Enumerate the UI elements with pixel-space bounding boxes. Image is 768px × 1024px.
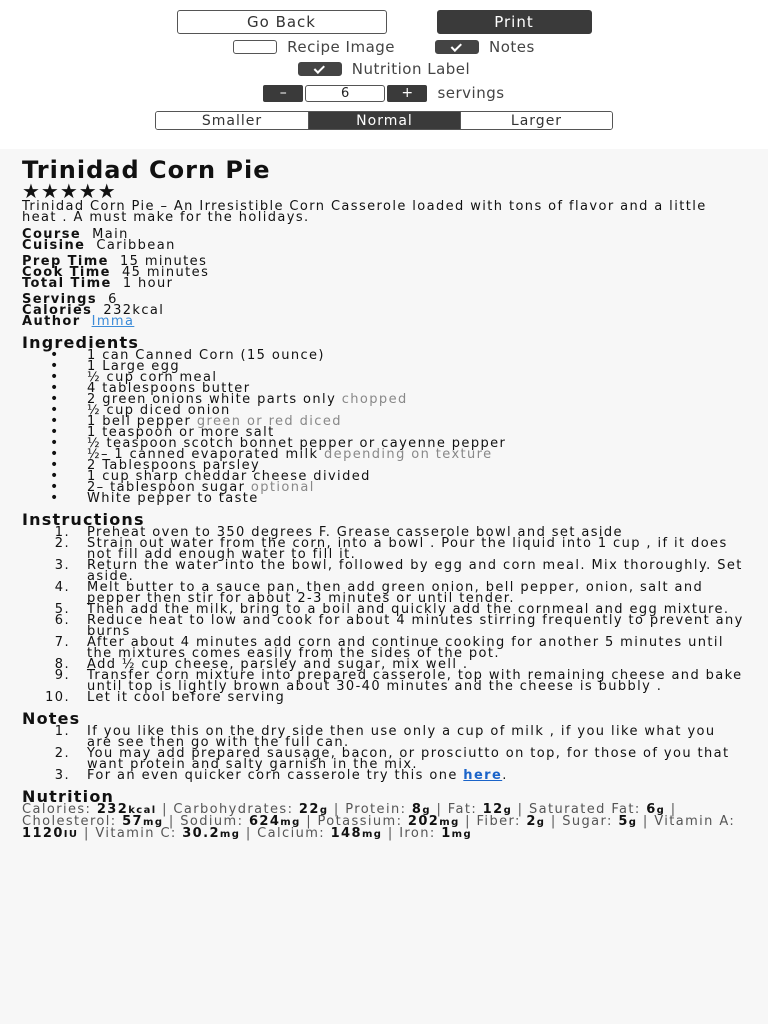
text-size-group (155, 111, 613, 130)
nutrition-item: Fiber: 2g (476, 814, 546, 829)
nutrition-item: Iron: 1mg (399, 826, 473, 841)
print-button[interactable]: Print (437, 10, 592, 34)
instruction-step: 10. Let it cool before serving (45, 690, 286, 705)
cuisine-value: Caribbean (96, 238, 176, 253)
author-link[interactable]: Imma (91, 314, 135, 329)
nutrition-item: Calcium: 148mg (257, 826, 383, 841)
cuisine-line (22, 240, 746, 251)
nutrition-item: Saturated Fat: 6g (529, 802, 666, 817)
notes-label: Notes (489, 38, 535, 56)
ingredient-item: • 1 teaspoon or more salt (50, 427, 746, 438)
total-time-value: 1 hour (122, 276, 174, 291)
nutrition-heading: Nutrition (22, 787, 115, 806)
instruction-step: 9. Transfer corn mixture into prepared casserole, top with remaining cheese and bake until top is lightly brown about 30-40 minutes and the cheese is bubbly . (54, 668, 743, 694)
recipe-image-label: Recipe Image (287, 38, 396, 56)
toggle-row-2 (0, 60, 768, 78)
recipe-card (0, 149, 768, 1024)
go-back-button[interactable]: Go Back (177, 10, 387, 34)
instructions-heading: Instructions (22, 510, 145, 529)
nutrition-item: Protein: 8g (345, 802, 431, 817)
instruction-step: 5. Then add the milk, bring to a boil and quickly add the cornmeal and egg mixture. (54, 602, 730, 617)
recipe-title: Trinidad Corn Pie (22, 156, 271, 184)
ingredient-item: • White pepper to taste (50, 493, 746, 504)
note-item: 2. You may add prepared sausage, bacon, or prosciutto on top, for those of you that want protein and salty garnish in the mix. (54, 746, 730, 772)
calories-value: 232kcal (103, 303, 165, 318)
ingredient-item: • 1 Large egg (50, 361, 746, 372)
total-time-line (22, 278, 746, 289)
toggle-row-1 (0, 38, 768, 56)
cook-time-label: Cook Time (22, 265, 111, 280)
nutrition-item: Vitamin C: 30.2mg (95, 826, 241, 841)
notes-heading: Notes (22, 709, 81, 728)
nutrition-item: Vitamin A: 1120IU (22, 814, 736, 841)
instruction-step: 8. Add ½ cup cheese, parsley and sugar, mix well . (54, 657, 469, 672)
instructions-list (26, 527, 746, 703)
increase-servings-button[interactable]: + (387, 85, 427, 102)
recipe-image-checkbox[interactable] (233, 40, 277, 54)
servings-adjuster (0, 84, 768, 102)
instruction-step: 7. After about 4 minutes add corn and continue cooking for another 5 minutes until the mixtures comes easily from the sides of the pot. (54, 635, 724, 661)
notes-checkbox[interactable] (435, 40, 479, 54)
instruction-step: 3. Return the water into the bowl, followed by egg and corn meal. Mix thoroughly. Set aside. (54, 558, 743, 584)
nutrition-item: Potassium: 202mg (317, 814, 460, 829)
size-normal-button[interactable]: Normal (308, 112, 460, 129)
size-smaller-button[interactable]: Smaller (156, 112, 308, 129)
ingredient-item: • 2– tablespoon sugar optional (50, 482, 746, 493)
instruction-step: 2. Strain out water from the corn, into a bowl . Pour the liquid into 1 cup , if it does not fill add enough water to fill it. (54, 536, 728, 562)
instruction-step: 6. Reduce heat to low and cook for about 4 minutes stirring frequently to prevent any burns (54, 613, 744, 639)
ingredient-item: • ½ cup corn meal (50, 372, 746, 383)
total-time-label: Total Time (22, 276, 112, 291)
author-line (22, 316, 746, 327)
ingredient-item: • 2 green onions white parts only chopped (50, 394, 746, 405)
ingredient-item: • ½ cup diced onion (50, 405, 746, 416)
ingredient-item: • ½– 1 canned evaporated milk depending on texture (50, 449, 746, 460)
nutrition-item: Cholesterol: 57mg (22, 814, 164, 829)
instruction-step: 1. Preheat oven to 350 degrees F. Grease casserole bowl and set aside (54, 525, 623, 540)
action-buttons (0, 10, 768, 34)
note-item: 3. For an even quicker corn casserole try this one here. (54, 768, 508, 783)
notes-toggle[interactable] (435, 38, 535, 56)
prep-time-label: Prep Time (22, 254, 109, 269)
nutrition-item: Carbohydrates: 22g (173, 802, 329, 817)
recipe-image-toggle[interactable] (233, 38, 395, 56)
course-value: Main (92, 227, 129, 242)
prep-time-value: 15 minutes (119, 254, 208, 269)
ingredient-item: • 4 tablespoons butter (50, 383, 746, 394)
note-item: 1. If you like this on the dry side then use only a cup of milk , if you like what you are see then go with the full can. (54, 724, 716, 750)
author-label: Author (22, 314, 81, 329)
ingredient-item: • 1 cup sharp cheddar cheese divided (50, 471, 746, 482)
ingredient-item: • 1 can Canned Corn (15 ounce) (50, 350, 746, 361)
calories-label: Calories (22, 303, 93, 318)
recipe-summary: Trinidad Corn Pie – An Irresistible Corn Casserole loaded with tons of flavor and a little heat . A must make for the holidays. (22, 199, 707, 225)
nutrition-item: Sugar: 5g (562, 814, 638, 829)
notes-list (26, 726, 746, 781)
nutrition-label-text: Nutrition Label (351, 60, 471, 78)
servings-unit-label: servings (437, 84, 505, 102)
print-controls (0, 0, 768, 145)
here-link[interactable]: here (463, 768, 503, 783)
rating-stars: ★★★★★ (22, 179, 117, 203)
text-size-selector (0, 111, 768, 130)
nutrition-facts: Calories: 232kcal | Carbohydrates: 22g | Protein: 8g | Fat: 12g | Saturated Fat: 6g | Cholesterol: 57mg | Sodium: 624mg | Potassium: 202mg | Fiber: 2g | Sugar: 5g | Vitamin A: 1120IU | Vitamin C: 30.2mg | Calcium: 148mg | Iron: 1mg (22, 802, 736, 841)
ingredients-heading: Ingredients (22, 333, 140, 352)
instruction-step: 4. Melt butter to a sauce pan, then add green onion, bell pepper, onion, salt and pepper then stir for about 2-3 minutes or until tender. (54, 580, 704, 606)
cuisine-label: Cuisine (22, 238, 86, 253)
nutrition-label-toggle[interactable] (298, 60, 470, 78)
nutrition-label-checkbox[interactable] (298, 62, 342, 76)
decrease-servings-button[interactable]: – (263, 85, 303, 102)
servings-label: Servings (22, 292, 98, 307)
nutrition-item: Sodium: 624mg (180, 814, 301, 829)
servings-value: 6 (108, 292, 118, 307)
ingredient-item: • ½ teaspoon scotch bonnet pepper or cayenne pepper (50, 438, 746, 449)
nutrition-item: Calories: 232kcal (22, 802, 157, 817)
ingredients-list (50, 350, 746, 504)
nutrition-item: Fat: 12g (447, 802, 513, 817)
servings-input[interactable]: 6 (305, 85, 385, 102)
course-label: Course (22, 227, 82, 242)
ingredient-item: • 1 bell pepper green or red diced (50, 416, 746, 427)
recipe-meta (22, 229, 746, 327)
size-larger-button[interactable]: Larger (460, 112, 612, 129)
ingredient-item: • 2 Tablespoons parsley (50, 460, 746, 471)
cook-time-value: 45 minutes (121, 265, 210, 280)
